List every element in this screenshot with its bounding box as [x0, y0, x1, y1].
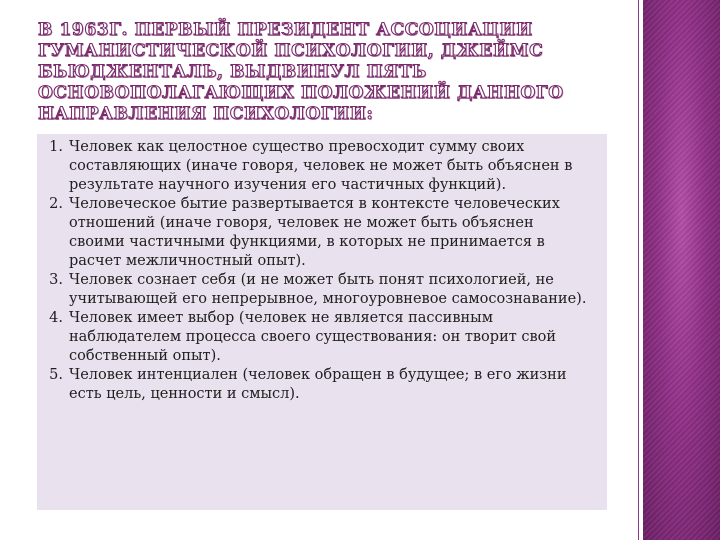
content-box: [37, 134, 607, 510]
item-text: Человек сознает себя (и не может быть понят психологией, не учитывающей его непрерывное, многоуровневое самосознавание).: [69, 272, 587, 307]
list-item: [43, 309, 593, 366]
decorative-side-panel: [643, 0, 720, 540]
item-number: 5.: [49, 367, 63, 383]
list-item: [43, 366, 593, 404]
item-number: 4.: [49, 310, 63, 326]
divider: [638, 0, 639, 540]
list-item: [43, 195, 593, 271]
item-number: 3.: [49, 272, 63, 288]
item-number: 2.: [49, 196, 63, 212]
principles-list: [43, 138, 593, 404]
slide-title: В 1963Г. ПЕРВЫЙ ПРЕЗИДЕНТ АССОЦИАЦИИ ГУМАНИСТИЧЕСКОЙ ПСИХОЛОГИИ, ДЖЕЙМС БЬЮДЖЕНТАЛЬ, ВЫДВИНУЛ ПЯТЬ ОСНОВОПОЛАГАЮЩИХ ПОЛОЖЕНИЙ ДАННОГО НАПРАВЛЕНИЯ ПСИХОЛОГИИ:: [38, 20, 564, 124]
item-text: Человек имеет выбор (человек не является пассивным наблюдателем процесса своего существования: он творит свой собственный опыт).: [69, 310, 557, 364]
item-text: Человек интенциален (человек обращен в будущее; в его жизни есть цель, ценности и смысл).: [69, 367, 567, 402]
list-item: [43, 138, 593, 195]
item-number: 1.: [49, 139, 63, 155]
item-text: Человек как целостное существо превосходит сумму своих составляющих (иначе говоря, человек не может быть объяснен в результате научного изучения его частичных функций).: [69, 139, 573, 193]
item-text: Человеческое бытие развертывается в контексте человеческих отношений (иначе говоря, человек не может быть объяснен своими частичными функциями, в которых не принимается в расчет межличностный опыт).: [69, 196, 560, 269]
list-item: [43, 271, 593, 309]
